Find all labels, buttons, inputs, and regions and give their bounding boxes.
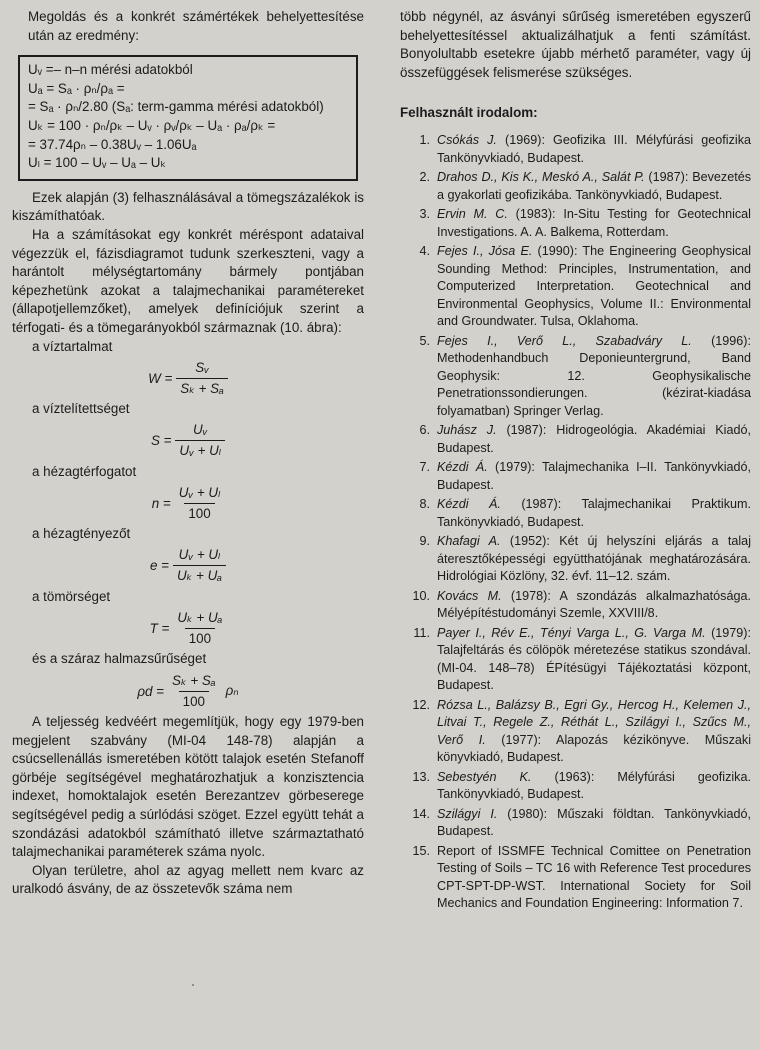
reference-number: 9. <box>419 534 430 549</box>
reference-number: 6. <box>419 423 430 438</box>
fraction <box>176 359 228 398</box>
reference-item <box>400 243 751 331</box>
reference-number: 4. <box>419 244 430 259</box>
references-heading: Felhasznált irodalom: <box>400 105 538 121</box>
reference-text: (1980): Műszaki földtan. Tankönyvkiadó, Budapest. <box>437 806 751 839</box>
continuation-paragraph: több négynél, az ásványi sűrűség ismeretében egyszerű behelyettesítéssel aktualizálhatjuk a fenti számítást. Bonyolultabb esetekre újabb mérhető paraméter, vagy új összefüggések felismerése szükséges. <box>400 9 751 80</box>
formula-label: a hézagtérfogatot <box>32 463 137 479</box>
numerator: Uᵥ + Uₗ <box>178 547 221 563</box>
results-box <box>18 55 358 181</box>
reference-item <box>400 206 751 241</box>
reference-number: 5. <box>419 333 430 348</box>
reference-authors: Drahos D., Kis K., Meskó A., Salát P. <box>437 170 645 185</box>
formula-lhs: W = <box>148 370 173 386</box>
paragraph: A teljesség kedvéért megemlítjük, hogy egy 1979-ben megjelent szabvány (MI-04 148-78) alapján a csúcsellenállás ismeretében kötött talajok esetén Stefanoff görbéje segítségével meghatározhatjuk a konzisztencia indexet, homoktalajok esetén Berezantzev görbeserege segítségével pedig a súrlódási szöget. Ezzel együtt tehát a szondázási adatokból számítható illetve származtatható talajmechanikai paraméterek száma nyolc. <box>12 714 364 860</box>
reference-item <box>400 697 751 767</box>
denominator: Sₖ + Sₐ <box>176 378 228 398</box>
reference-number: 1. <box>419 133 430 148</box>
numerator: Sₖ + Sₐ <box>172 672 216 688</box>
reference-authors: Sebestyén K. <box>437 769 532 784</box>
intro-paragraph: Megoldás és a konkrét számértékek behelyettesítése után az eredmény: <box>28 9 364 43</box>
reference-authors: Payer I., Rév E., Tényi Varga L., G. Varga M. <box>437 625 706 640</box>
reference-item <box>400 496 751 531</box>
paragraph: Ha a számításokat egy konkrét méréspont adataival végezzük el, fázisdiagramot tudunk szerkeszteni, vagy a harántolt mélységtartomány bármely pontjában képezhetünk azokat a talajmechanikai paramétereket (állapotjellemzőket), amelyek definíciójuk szerint a térfogati- és a tömegarányokból származnak (10. ábra): <box>12 226 364 335</box>
numerator: Uₖ + Uₐ <box>177 609 223 625</box>
water-content-formula <box>12 356 364 400</box>
reference-item <box>400 588 751 623</box>
reference-authors: Csókás J. <box>437 133 497 148</box>
reference-item <box>400 422 751 457</box>
formula-lhs: T = <box>149 620 170 636</box>
reference-authors: Fejes I., Verő L., Szabadváry L. <box>437 333 692 348</box>
formula-label: és a száraz halmazsűrűséget <box>32 651 207 667</box>
reference-item <box>400 132 751 167</box>
void-ratio-formula <box>12 544 364 588</box>
reference-text: (1996): Methodenhandbuch Deponieuntergrund, Band Geophysik: 12. Geophysikalische Penetrationssondierungen. (kézirat-kiadása folyamatban) Springer Verlag. <box>437 333 751 418</box>
references-list <box>400 132 751 913</box>
numerator: Sᵥ <box>195 359 209 375</box>
denominator: 100 <box>184 503 214 523</box>
box-line: = Sₐ · ρₙ/2.80 (Sₐ: term-gamma mérési adatokból) <box>28 99 324 115</box>
reference-authors: Kézdi Á. <box>437 460 488 475</box>
reference-item <box>400 769 751 804</box>
compactness-formula <box>12 606 364 650</box>
reference-text: (1963): Mélyfúrási geofizika. Tankönyvkiadó, Budapest. <box>437 769 751 802</box>
fraction <box>173 546 226 585</box>
right-column <box>400 8 751 915</box>
left-column <box>12 8 364 899</box>
reference-number: 8. <box>419 497 430 512</box>
formula-lhs: S = <box>150 433 172 449</box>
reference-number: 13. <box>412 769 430 784</box>
formula-lhs: ρd = <box>137 683 165 699</box>
reference-text: (1977): Alapozás kézikönyve. Műszaki könyvkiadó, Budapest. <box>437 732 751 765</box>
reference-number: 14. <box>412 806 430 821</box>
reference-item <box>400 169 751 204</box>
reference-authors: Rózsa L., Balázsy B., Egri Gy., Hercog H., Kelemen J., Litvai T., Regele Z., Réthát L., Szilágyi I., Szűcs M., Verő I. <box>437 697 751 747</box>
reference-text: Report of ISSMFE Technical Comittee on Penetration Testing of Soils – TC 16 with Reference Test procedures CPT-SPT-DP-WST. International Society for Soil Mechanics and Foundation Engineering: Information 7. <box>437 843 751 911</box>
box-line: Uₐ = Sₐ · ρₙ/ρₐ = <box>28 80 125 96</box>
reference-item <box>400 459 751 494</box>
denominator: Uₖ + Uₐ <box>173 565 226 585</box>
fraction <box>173 609 226 648</box>
reference-text: (1969): Geofizika III. Mélyfúrási geofizika Tankönyvkiadó, Budapest. <box>437 133 752 165</box>
formula-label: a víztelítettséget <box>32 401 130 417</box>
reference-number: 15. <box>412 843 430 858</box>
numerator: Uᵥ + Uₗ <box>178 484 221 500</box>
reference-text: (1987): Talajmechanikai Praktikum. Tankönyvkiadó, Budapest. <box>437 497 751 529</box>
reference-item <box>400 625 751 695</box>
paragraph: Olyan területre, ahol az agyag mellett nem kvarc az uralkodó ásvány, de az összetevők száma nem <box>12 862 364 897</box>
reference-text: (1990): The Engineering Geophysical Sounding Method: Principles, Instrumentation, and Computerized Interpretation. Geotechnical and Environmental Geophysics, Volume II.: Environmental and Groundwater. Tulsa, Oklahoma. <box>437 244 751 329</box>
reference-item <box>400 533 751 586</box>
reference-text: (1983): In-Situ Testing for Geotechnical Investigations. A. A. Balkema, Rotterdam. <box>437 207 751 239</box>
dry-density-formula <box>12 669 364 713</box>
reference-authors: Szilágyi I. <box>437 806 498 821</box>
formula-label: a hézagtényezőt <box>32 526 131 542</box>
reference-text: (1979): Talajmechanika I–II. Tankönyvkiadó, Budapest. <box>437 460 751 492</box>
fraction <box>175 421 225 460</box>
box-line: Uₖ = 100 · ρₙ/ρₖ – Uᵥ · ρᵥ/ρₖ – Uₐ · ρₐ/ρₖ = <box>28 117 276 133</box>
reference-number: 11. <box>413 625 430 640</box>
reference-authors: Kovács M. <box>437 588 502 603</box>
reference-text: (1952): Két új helyszíni eljárás a talaj áteresztőképességi együtthatójának meghatározására. Hidrológiai Közlöny, 32. évf. 11–12. szám. <box>437 534 751 584</box>
reference-number: 10. <box>412 588 430 603</box>
fraction <box>175 484 225 523</box>
scan-speck <box>192 984 194 986</box>
saturation-formula <box>12 419 364 463</box>
denominator: 100 <box>179 691 209 711</box>
reference-authors: Fejes I., Jósa E. <box>437 244 533 259</box>
reference-authors: Ervin M. C. <box>437 207 508 222</box>
reference-item <box>400 843 751 913</box>
reference-number: 2. <box>419 170 430 185</box>
formula-list <box>12 338 364 714</box>
reference-text: (1987): Bevezetés a gyakorlati geofizikába. Tankönyvkiadó, Budapest. <box>437 170 751 202</box>
paragraph: Ezek alapján (3) felhasználásával a tömegszázalékok is kiszámíthatóak. <box>12 189 364 224</box>
formula-tail: ρₙ <box>225 683 239 699</box>
numerator: Uᵥ <box>193 422 208 438</box>
reference-number: 3. <box>419 207 430 222</box>
reference-number: 12. <box>412 697 430 712</box>
reference-item <box>400 333 751 421</box>
formula-label: a tömörséget <box>32 588 111 604</box>
fraction <box>168 672 220 711</box>
reference-text: (1979): Talajfeltárás és cölöpök méretezése statikus szondával. (MI-04. 148–78) ÉPítésügyi Tájékoztatási központ, Budapest. <box>437 625 751 693</box>
box-line: = 37.74ρₙ – 0.38Uᵥ – 1.06Uₐ <box>28 136 197 152</box>
formula-lhs: n = <box>151 495 171 511</box>
reference-number: 7. <box>419 460 430 475</box>
denominator: Uᵥ + Uₗ <box>175 440 225 460</box>
reference-authors: Kézdi Á. <box>437 497 501 512</box>
reference-authors: Khafagi A. <box>437 534 501 549</box>
porosity-formula <box>12 481 364 525</box>
box-line: Uᵥ =– n–n mérési adatokból <box>28 62 193 78</box>
reference-text: (1978): A szondázás alkalmazhatósága. Mélyépítéstudományi Szemle, XXVIII/8. <box>437 588 751 621</box>
reference-item <box>400 806 751 841</box>
denominator: 100 <box>185 628 215 648</box>
formula-label: a víztartalmat <box>32 338 113 354</box>
reference-text: (1987): Hidrogeológia. Akadémiai Kiadó, Budapest. <box>437 423 751 455</box>
reference-authors: Juhász J. <box>437 423 497 438</box>
formula-lhs: e = <box>149 558 169 574</box>
box-line: Uₗ = 100 – Uᵥ – Uₐ – Uₖ <box>28 155 167 171</box>
